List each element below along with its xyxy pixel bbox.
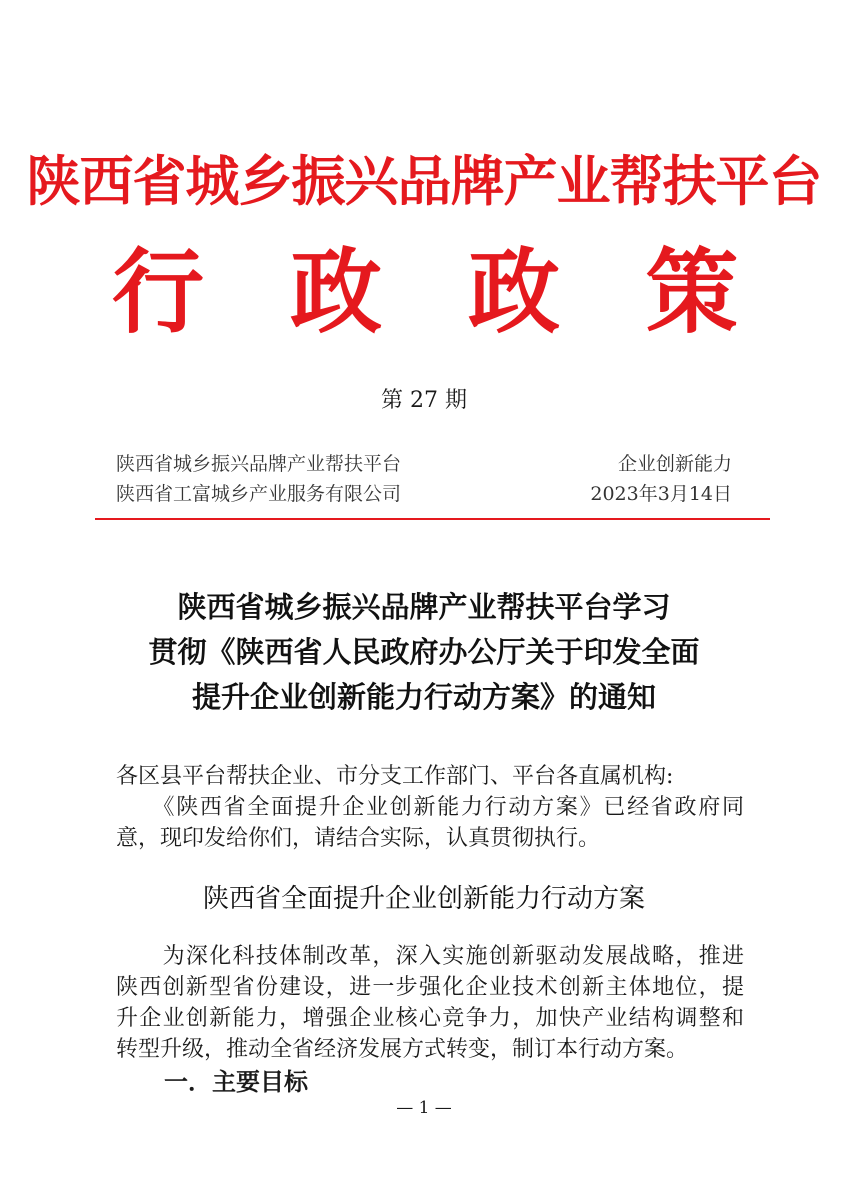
- document-title-line: 陕西省城乡振兴品牌产业帮扶平台学习: [177, 590, 671, 624]
- publisher-1: 陕西省城乡振兴品牌产业帮扶平台: [116, 453, 402, 475]
- document-title-line: 提升企业创新能力行动方案》的通知: [191, 680, 656, 714]
- notice-line: 《陕西省全面提升企业创新能力行动方案》已经省政府同: [116, 795, 744, 820]
- recipients: 各区县平台帮扶企业、市分支工作部门、平台各直属机构:: [116, 764, 674, 789]
- issue-number: 第 27 期: [381, 388, 467, 413]
- red-divider: [95, 518, 770, 520]
- notice-line: 意，现印发给你们，请结合实际，认真贯彻执行。: [116, 826, 601, 851]
- paragraph-line: 升企业创新能力，增强企业核心竞争力，加快产业结构调整和: [116, 1006, 744, 1031]
- heading-main-goals: 一．主要目标: [164, 1068, 308, 1096]
- category: 企业创新能力: [617, 453, 732, 475]
- issue-date: 2023年3月14日: [590, 483, 732, 505]
- org-title: 陕西省城乡振兴品牌产业帮扶平台: [26, 149, 822, 213]
- publisher-2: 陕西省工富城乡产业服务有限公司: [116, 483, 402, 505]
- main-heading: [112, 238, 738, 346]
- heading-char: 政: [467, 238, 560, 346]
- heading-char: 政: [289, 238, 382, 346]
- document-title-line: 贯彻《陕西省人民政府办公厅关于印发全面: [148, 635, 700, 669]
- heading-char: 行: [112, 238, 205, 346]
- section-title: 陕西省全面提升企业创新能力行动方案: [202, 884, 645, 914]
- paragraph-line: 转型升级，推动全省经济发展方式转变，制订本行动方案。: [116, 1037, 689, 1062]
- heading-char: 策: [645, 238, 738, 346]
- page-number: — 1 —: [396, 1098, 452, 1118]
- paragraph-line: 为深化科技体制改革，深入实施创新驱动发展战略，推进: [116, 944, 744, 969]
- paragraph-line: 陕西创新型省份建设，进一步强化企业技术创新主体地位，提: [116, 975, 744, 1000]
